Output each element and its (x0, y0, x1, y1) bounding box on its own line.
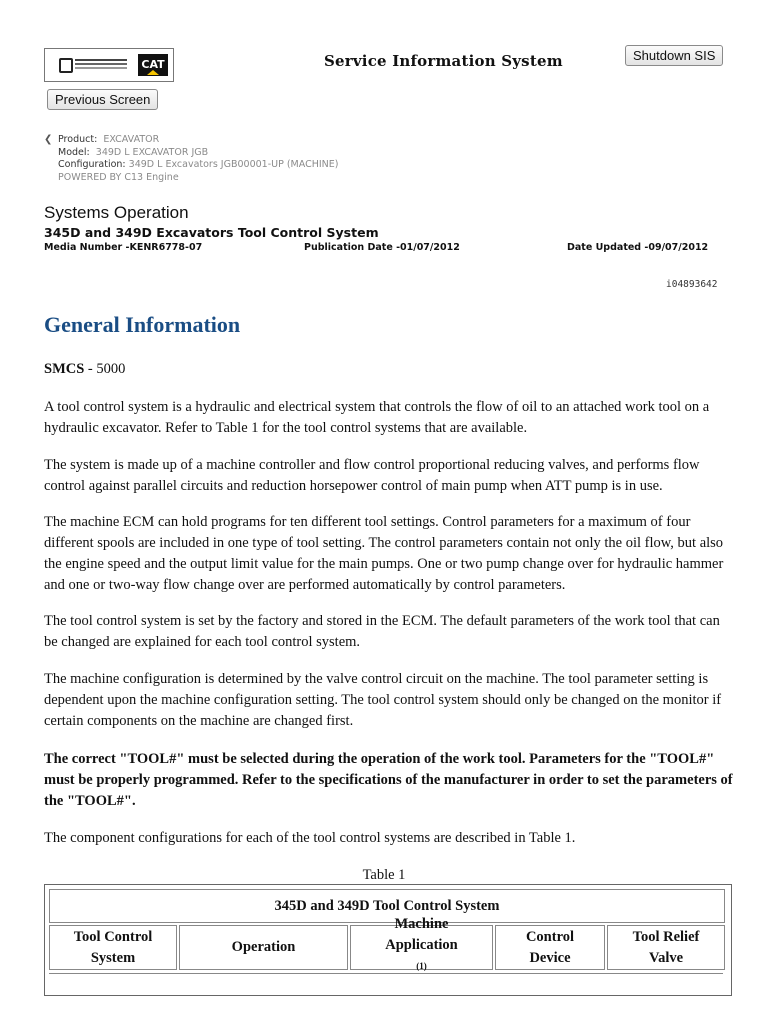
table-title: 345D and 349D Tool Control System (49, 889, 725, 923)
paragraph-warning: The correct "TOOL#" must be selected during the operation of the work tool. Parameters for the "TOOL#" must be properly programmed. Refer to the specifications of the manufacturer in order to set the parameters of the "TOOL#". (44, 751, 733, 809)
paragraph-4: The tool control system is set by the factory and stored in the ECM. The default parameters of the work tool that can be changed are explained for each tool control system. (44, 613, 720, 650)
publication-date: Publication Date -01/07/2012 (304, 242, 460, 253)
table-caption: Table 1 (362, 867, 406, 883)
smcs-code (44, 361, 125, 378)
general-information-heading: General Information (44, 312, 241, 337)
table-header-cell: Operation (179, 925, 348, 970)
smcs-label: SMCS (44, 361, 85, 377)
paragraph-2: The system is made up of a machine controller and flow control proportional reducing valves, and performs flow control against parallel circuits and reduction horsepower control of main pump when ATT pump is in use. (44, 457, 700, 494)
table-header-cell: Control Device (495, 925, 605, 970)
shutdown-sis-button[interactable]: Shutdown SIS (625, 45, 723, 66)
table-row (49, 973, 723, 994)
paragraph-5: The machine configuration is determined by the valve control circuit on the machine. The tool parameter setting is dependent upon the machine configuration setting. The tool control system should only be changed on the monitor if certain components on the machine are changed first. (44, 671, 722, 729)
powered-by: POWERED BY C13 Engine (58, 171, 179, 183)
document-title: 345D and 349D Excavators Tool Control System (44, 225, 379, 240)
previous-screen-button[interactable]: Previous Screen (47, 89, 158, 110)
browser-print-header (0, 6, 768, 20)
product-label: Product: (58, 134, 98, 145)
media-number: Media Number -KENR6778-07 (44, 242, 203, 253)
table-header-cell: Tool Relief Valve (607, 925, 725, 970)
sis-title: Service Information System (324, 52, 563, 70)
tool-control-table (44, 884, 732, 996)
product-value: EXCAVATOR (103, 134, 160, 145)
paragraph-1: A tool control system is a hydraulic and electrical system that controls the flow of oil to an attached work tool on a hydraulic excavator. Refer to Table 1 for the tool control systems that are available. (44, 399, 710, 436)
back-arrow-icon[interactable]: ❮ (44, 134, 53, 145)
product-info (44, 134, 338, 184)
cat-logo: CAT (138, 54, 168, 76)
section-title: Systems Operation (44, 203, 189, 222)
dealer-logo (44, 48, 174, 82)
date-updated: Date Updated -09/07/2012 (567, 242, 709, 253)
table-header-cell: Tool Control System (49, 925, 177, 970)
dealer-emblem-icon (51, 55, 131, 75)
paragraph-7: The component configurations for each of the tool control systems are described in Table 1. (44, 830, 576, 846)
sis-header (44, 44, 734, 107)
table-header-cell: Machine Application $^{(1)}$ (350, 925, 493, 970)
model-value: 349D L EXCAVATOR JGB (95, 146, 209, 158)
smcs-value: - 5000 (84, 361, 126, 377)
paragraph-3: The machine ECM can hold programs for ten different tool settings. Control parameters for a maximum of four different spools are included in one type of tool setting. The control parameters contain not only the oil flow, but also the engine speed and the output limit value for the main pumps. One or two pump change over for hydraulic hammer and one or two-way flow change over are performed automatically by control parameters. (44, 514, 724, 593)
model-label: Model: (58, 146, 90, 158)
configuration-label: Configuration: (58, 159, 126, 170)
document-id: i04893642 (666, 279, 718, 290)
configuration-value: 349D L Excavators JGB00001-UP (MACHINE) (128, 159, 339, 170)
